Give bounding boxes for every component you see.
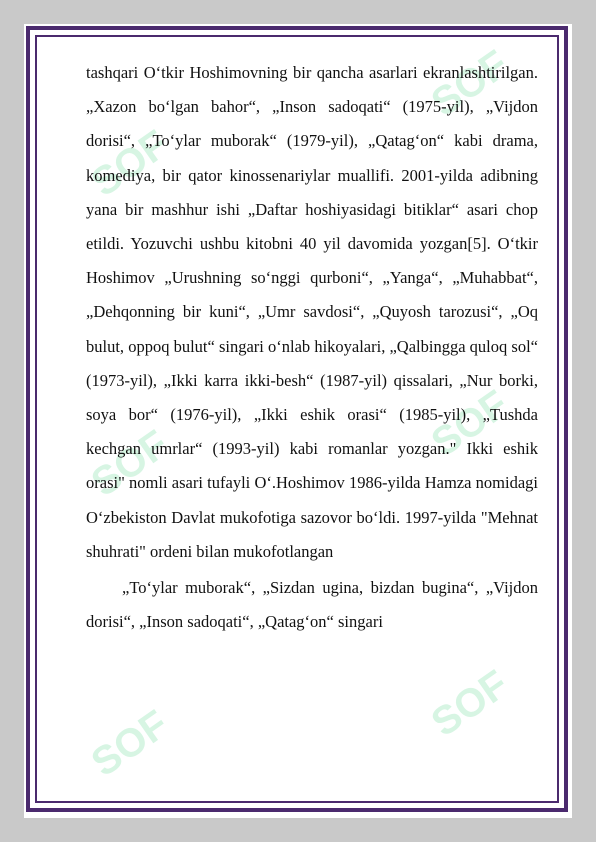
paragraph: tashqari O‘tkir Hoshimovning bir qancha asarlari ekranlashtirilgan. „Xazon bo‘lgan bahor“, „Inson sadoqati“ (1975-yil), „Vijdon dorisi“, „To‘ylar muborak“ (1979-yil), „Qatag‘on“ kabi drama, komediya, bir qator kinossenariylar muallifi. 2001-yilda adibning yana bir mashhur ishi „Daftar hoshiyasidagi bitiklar“ asari chop etildi. Yozuvchi ushbu kitobni 40 yil davomida yozgan[5]. O‘tkir Hoshimov „Urushning so‘nggi qurboni“, „Yanga“, „Muhabbat“, „Dehqonning bir kuni“, „Umr savdosi“, „Quyosh tarozusi“, „Oq bulut, oppoq bulut“ singari o‘nlab hikoyalari, „Qalbingga quloq sol“ (1973-yil), „Ikki karra ikki-besh“ (1987-yil) qissalari, „Nur borki, soya bor“ (1976-yil), „Ikki eshik orasi“ (1985-yil), „Tushda kechgan umrlar“ (1993-yil) kabi romanlar yozgan." Ikki eshik orasi" nomli asari tufayli O‘.Hoshimov 1986-yilda Hamza nomidagi O‘zbekiston Davlat mukofotiga sazovor bo‘ldi. 1997-yilda "Mehnat shuhrati" ordeni bilan mukofotlangan [86, 63, 538, 561]
document-body [86, 56, 538, 639]
paragraph: „To‘ylar muborak“, „Sizdan ugina, bizdan bugina“, „Vijdon dorisi“, „Inson sadoqati“, „Qatag‘on“ singari [86, 578, 538, 632]
